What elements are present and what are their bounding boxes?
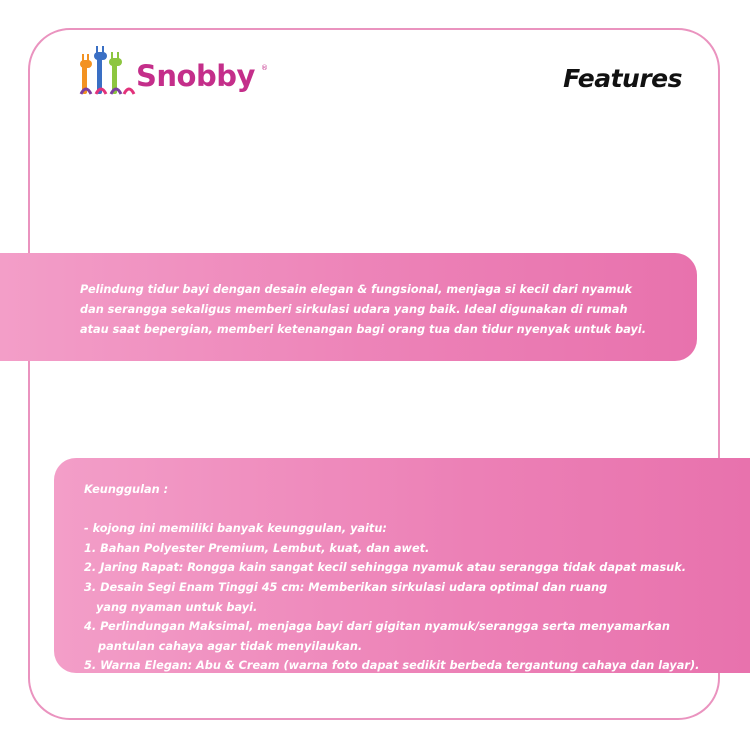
advantage-item: 2. Jaring Rapat: Rongga kain sangat kecil sehingga nyamuk atau serangga tidak dapat masuk.: [84, 561, 687, 575]
description-line: dan serangga sekaligus memberi sirkulasi udara yang baik. Ideal digunakan di rumah: [80, 303, 628, 316]
giraffe-logo-icon: [78, 44, 138, 100]
page-title: Features: [563, 64, 682, 93]
advantages-heading: Keunggulan :: [84, 483, 169, 496]
description-band: [0, 253, 697, 361]
registered-mark: ®: [261, 64, 268, 72]
brand-logo: [78, 44, 278, 100]
advantages-intro: - kojong ini memiliki banyak keunggulan, yaitu:: [84, 522, 387, 536]
advantage-item: 5. Warna Elegan: Abu & Cream (warna foto dapat sedikit berbeda tergantung cahaya dan layar).: [84, 659, 700, 673]
advantage-item-continued: yang nyaman untuk bayi.: [96, 600, 258, 614]
description-line: Pelindung tidur bayi dengan desain elegan & fungsional, menjaga si kecil dari nyamuk: [80, 283, 633, 296]
brand-name: Snobby: [136, 59, 255, 93]
advantage-item: 4. Perlindungan Maksimal, menjaga bayi dari gigitan nyamuk/serangga serta menyamarkan: [84, 620, 670, 634]
advantage-item: 1. Bahan Polyester Premium, Lembut, kuat, dan awet.: [84, 541, 430, 555]
advantages-band: [54, 458, 750, 673]
spacer: [84, 500, 750, 520]
advantage-item: 3. Desain Segi Enam Tinggi 45 cm: Memberikan sirkulasi udara optimal dan ruang: [84, 580, 608, 594]
advantage-item-continued: pantulan cahaya agar tidak menyilaukan.: [98, 639, 363, 653]
description-line: atau saat bepergian, memberi ketenangan bagi orang tua dan tidur nyenyak untuk bayi.: [80, 323, 647, 336]
